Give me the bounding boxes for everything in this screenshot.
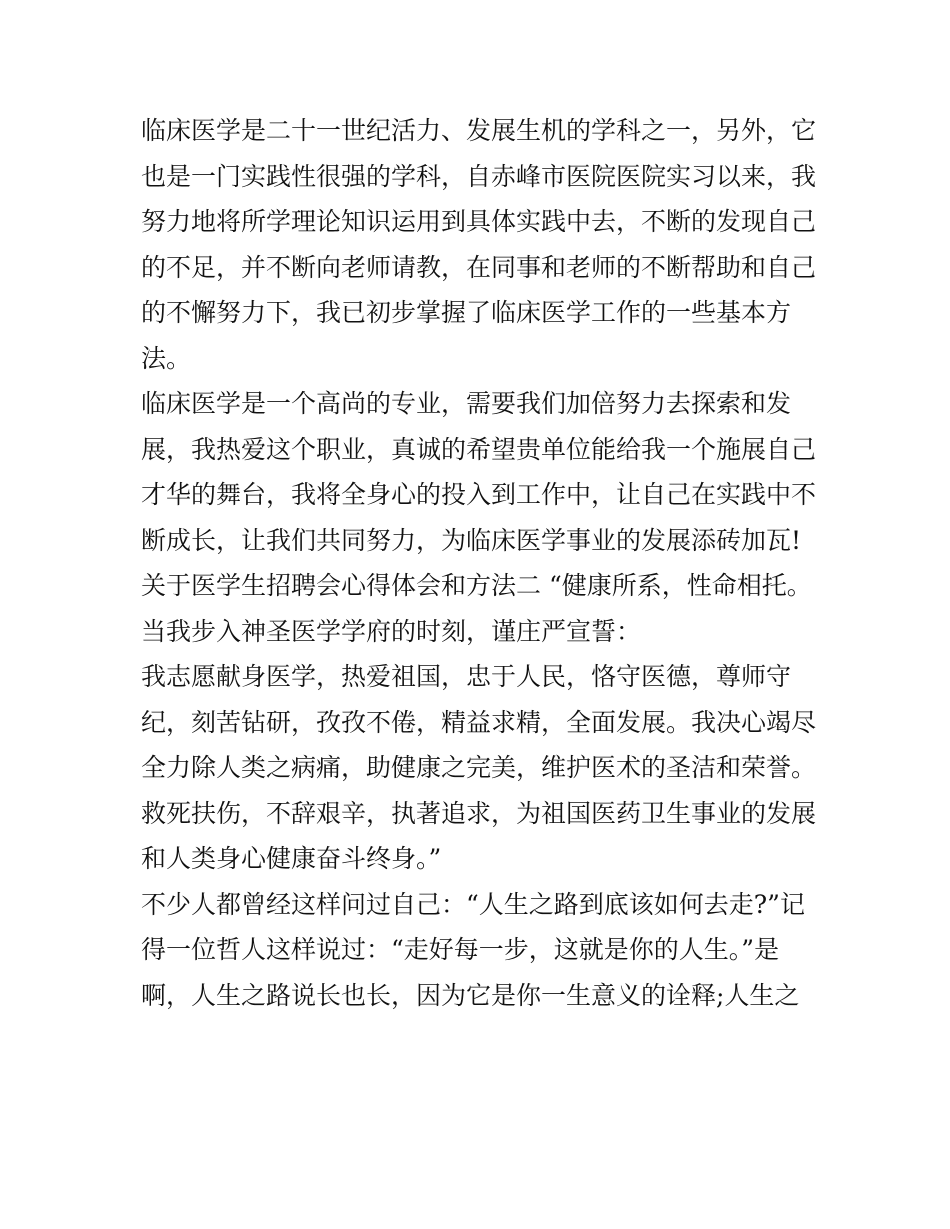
document-body bbox=[141, 108, 821, 1018]
text-line: 和人类身心健康奋斗终身。” bbox=[141, 844, 442, 873]
text-line: 得一位哲人这样说过：“走好每一步，这就是你的人生。”是 bbox=[141, 935, 780, 964]
text-line: 临床医学是二十一世纪活力、发展生机的学科之一，另外，它 bbox=[141, 116, 817, 145]
text-line: 才华的舞台，我将全身心的投入到工作中，让自己在实践中不 bbox=[141, 480, 817, 509]
text-line: 也是一门实践性很强的学科，自赤峰市医院医院实习以来，我 bbox=[141, 161, 817, 191]
text-line: 展，我热爱这个职业，真诚的希望贵单位能给我一个施展自己 bbox=[141, 434, 817, 464]
text-line: 断成长，让我们共同努力，为临床医学事业的发展添砖加瓦! bbox=[141, 525, 802, 555]
text-line: 当我步入神圣医学学府的时刻，谨庄严宣誓： bbox=[141, 616, 642, 646]
text-line: 的不懈努力下，我已初步掌握了临床医学工作的一些基本方 bbox=[141, 298, 792, 327]
text-line: 全力除人类之病痛，助健康之完美，维护医术的圣洁和荣誉。 bbox=[141, 753, 817, 782]
text-line: 救死扶伤，不辞艰辛，执著追求，为祖国医药卫生事业的发展 bbox=[141, 798, 817, 828]
text-line: 临床医学是一个高尚的专业，需要我们加倍努力去探索和发 bbox=[141, 389, 792, 418]
text-line: 法。 bbox=[141, 343, 192, 373]
text-line: 努力地将所学理论知识运用到具体实践中去，不断的发现自己 bbox=[141, 207, 817, 236]
text-line: 的不足，并不断向老师请教，在同事和老师的不断帮助和自己 bbox=[141, 252, 817, 282]
text-line: 我志愿献身医学，热爱祖国，忠于人民，恪守医德，尊师守 bbox=[141, 662, 792, 691]
text-line: 纪，刻苦钻研，孜孜不倦，精益求精，全面发展。我决心竭尽 bbox=[141, 707, 817, 737]
text-line: 不少人都曾经这样问过自己：“人生之路到底该如何去走?”记 bbox=[141, 889, 805, 919]
text-line: 关于医学生招聘会心得体会和方法二 “健康所系，性命相托。 bbox=[141, 571, 812, 600]
text-line: 啊，人生之路说长也长，因为它是你一生意义的诠释;人生之 bbox=[141, 980, 800, 1010]
